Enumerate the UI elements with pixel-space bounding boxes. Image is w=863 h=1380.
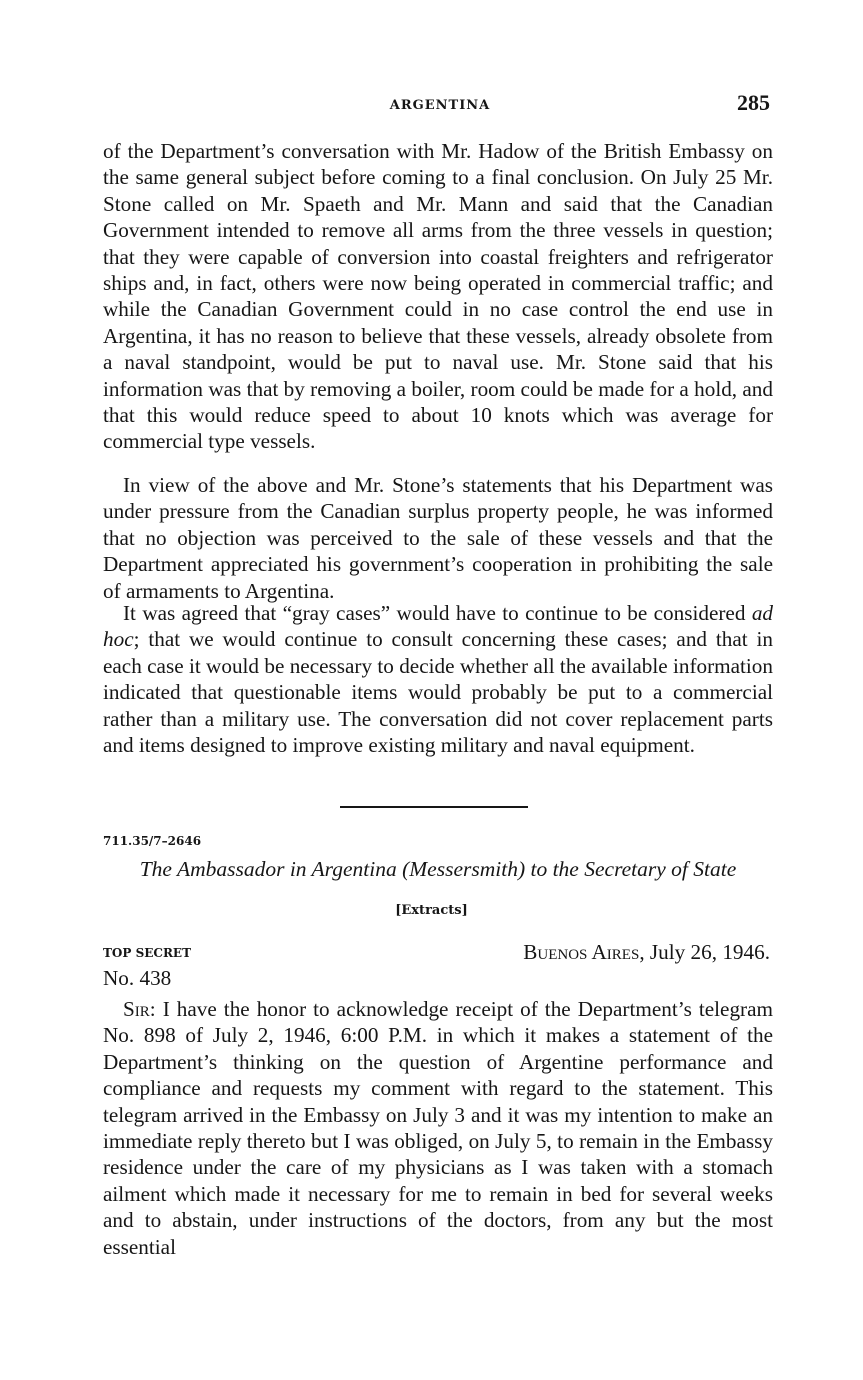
section-divider xyxy=(340,806,528,808)
paragraph-gray-cases xyxy=(103,600,773,758)
dateline xyxy=(523,940,770,965)
gray-cases-text-start: It was agreed that “gray cases” would have to continue to be considered xyxy=(123,601,752,625)
running-title: ARGENTINA xyxy=(389,98,491,113)
ad-hoc-italic: ad hoc xyxy=(103,601,773,652)
gray-cases-text-end: ; that we would continue to consult concerning these cases; and that in each case it would be necessary to decide whether all the available information indicated that questionable items would probably be put to a commercial rather than a military use. The conversation did not cover replacement parts and items designed to improve existing military and naval equipment. xyxy=(103,627,773,758)
despatch-body-text: : I have the honor to acknowledge receipt of the Department’s telegram No. 898 of July 2, 1946, 6:00 P.M. in which it makes a statement of the Department’s thinking on the question of Argentine performance and compliance and requests my comment with regard to the statement. This telegram arrived in the Embassy on July 3 and it was my intention to make an immediate reply thereto but I was obliged, on July 5, to remain in the Embassy residence under the care of my physicians as I was taken with a stomach ailment which made it necessary for me to remain in bed for several weeks and to abstain, under instructions of the doctors, from any but the most essential xyxy=(103,997,773,1259)
dateline-date: , July 26, 1946. xyxy=(639,940,770,964)
title-name: Messersmith xyxy=(409,857,518,881)
classification-label: TOP SECRET xyxy=(103,946,191,960)
running-header xyxy=(0,90,863,118)
page-number: 285 xyxy=(737,90,770,115)
paragraph-continuation: of the Department’s conversation with Mr. Hadow of the British Embassy on the same general subject before coming to a final conclusion. On July 25 Mr. Stone called on Mr. Spaeth and Mr. Mann and said that the Canadian Government intended to remove all arms from the three vessels in question; that they were capable of conversion into coastal freighters and refrigerator ships and, in fact, others were now being operated in commercial traffic; and while the Canadian Government could in no case control the end use in Argentina, it has no reason to believe that these vessels, already obsolete from a naval standpoint, would be put to naval use. Mr. Stone said that his information was that by removing a boiler, room could be made for a hold, and that this would reduce speed to about 10 knots which was average for commercial type vessels. xyxy=(103,139,773,454)
despatch-number: No. 438 xyxy=(103,966,172,990)
file-number: 711.35/7–2646 xyxy=(103,834,202,848)
salutation: Sir xyxy=(123,997,150,1021)
dateline-place: Buenos Aires xyxy=(523,940,640,964)
paragraph-canadian-surplus: In view of the above and Mr. Stone’s statements that his Department was under pressure from the Canadian surplus property people, he was informed that no objection was perceived to the sale of these vessels and that the Department appreciated his government’s cooperation in prohibiting the sale of armaments to Argentina. xyxy=(103,473,773,603)
extracts-label: [Extracts] xyxy=(395,903,468,918)
paragraph-despatch-body xyxy=(103,996,773,1260)
title-part-2: ) to the Secretary of State xyxy=(517,857,737,881)
document-title xyxy=(103,857,773,882)
title-part-1: The Ambassador in Argentina ( xyxy=(139,857,410,881)
